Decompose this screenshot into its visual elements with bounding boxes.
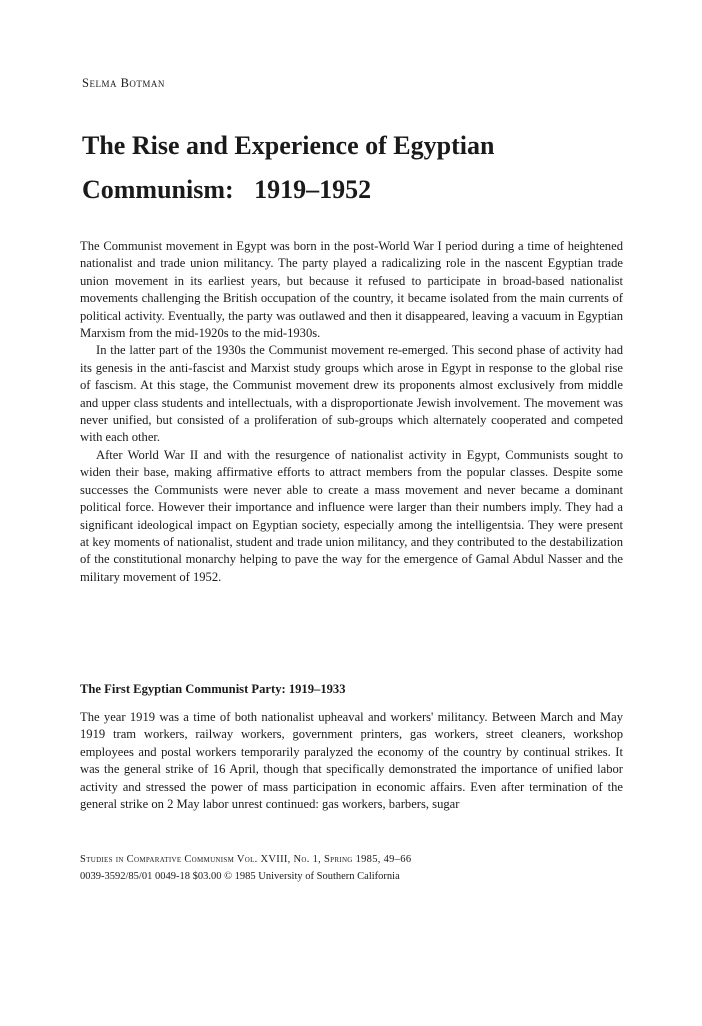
journal-citation: Studies in Comparative Communism Vol. XVIII, No. 1, Spring 1985, 49–66 (80, 854, 412, 865)
copyright-notice: 0039-3592/85/01 0049-18 $03.00 © 1985 University of Southern California (80, 871, 400, 882)
section-heading: The First Egyptian Communist Party: 1919–1933 (80, 682, 346, 696)
paragraph: The Communist movement in Egypt was born in the post-World War I period during a time of heightened nationalist and trade union militancy. The party played a radicalizing role in the nascent Egyptian trade union movement in its earliest years, but because it refused to participate in broad-based nationalist movements challenging the British occupation of the country, it became isolated from the main currents of political activity. Eventually, the party was outlawed and then it disappeared, leaving a vacuum in Egyptian Marxism from the mid-1920s to the mid-1930s. (80, 239, 623, 341)
title-line-1: The Rise and Experience of Egyptian (82, 131, 495, 160)
intro-text (80, 238, 623, 586)
title-line-2: Communism: 1919–1952 (82, 175, 372, 204)
section-text (80, 709, 623, 813)
paragraph: After World War II and with the resurgence of nationalist activity in Egypt, Communists sought to widen their base, making affirmative efforts to attract members from the popular classes. Despite some successes the Communists were never able to create a mass movement and never became a dominant political force. However their importance and influence were larger than their numbers imply. They had a significant ideological impact on Egyptian society, especially among the intelligentsia. They were present at key moments of nationalist, student and trade union militancy, and they contributed to the destabilization of the constitutional monarchy helping to pave the way for the emergence of Gamal Abdul Nasser and the military movement of 1952. (80, 447, 623, 584)
author-name: Selma Botman (82, 76, 165, 90)
page-footer (80, 851, 640, 885)
article-title (82, 124, 642, 212)
paragraph: In the latter part of the 1930s the Communist movement re-emerged. This second phase of activity had its genesis in the anti-fascist and Marxist study groups which arose in Egypt in response to the global rise of fascism. At this stage, the Communist movement drew its proponents almost exclusively from middle and upper class students and intellectuals, with a disproportionate Jewish involvement. The movement was never unified, but consisted of a proliferation of sub-groups which alternately cooperated and competed with each other. (80, 343, 623, 445)
paragraph: The year 1919 was a time of both nationalist upheaval and workers' militancy. Between March and May 1919 tram workers, railway workers, government printers, gas workers, street cleaners, workshop employees and postal workers temporarily paralyzed the economy of the country by continual strikes. It was the general strike of 16 April, though that specifically demonstrated the importance of unified labor activity and stressed the power of mass participation in economic affairs. Even after termination of the general strike on 2 May labor unrest continued: gas workers, barbers, sugar (80, 710, 623, 812)
